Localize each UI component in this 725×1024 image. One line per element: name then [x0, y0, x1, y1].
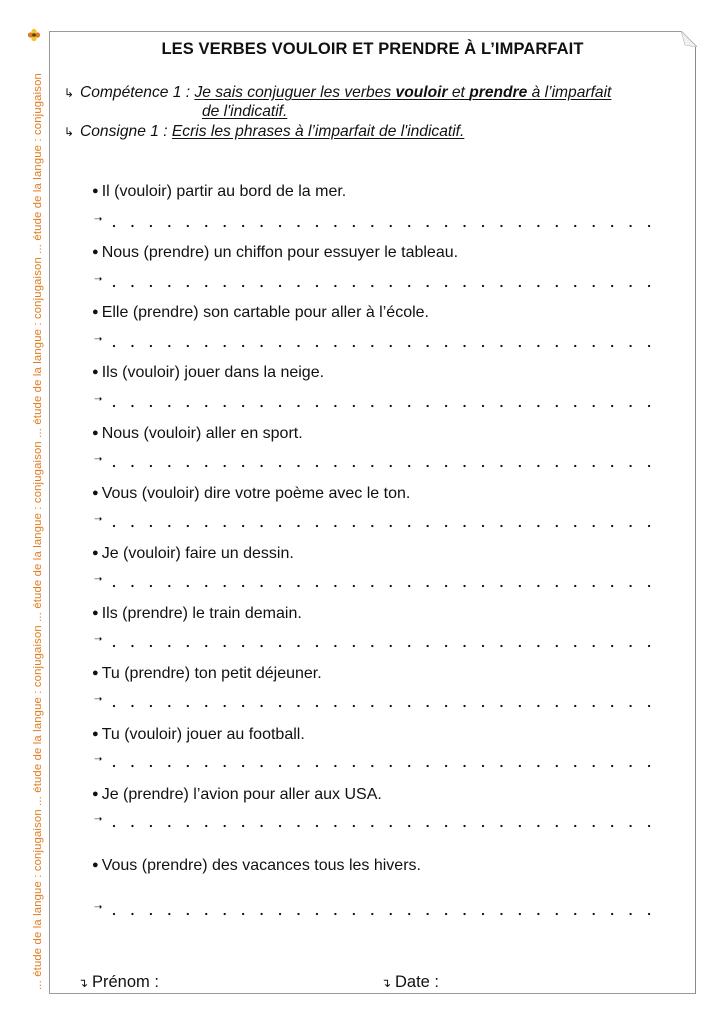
exercise-sentence — [92, 663, 322, 684]
dotted-arrow-icon: ➝ — [94, 754, 103, 765]
dotted-arrow-icon: ➝ — [94, 214, 103, 225]
bullet-icon: ● — [92, 427, 102, 439]
answer-line[interactable] — [94, 453, 654, 471]
arrow-down-return-icon: ↴ — [381, 976, 392, 990]
exercise-sentence — [92, 362, 324, 383]
bullet-icon: ● — [92, 667, 102, 679]
answer-line[interactable] — [94, 573, 654, 591]
sentence-text: Nous (vouloir) aller en sport. — [101, 425, 303, 442]
sentence-text: Tu (prendre) ton petit déjeuner. — [101, 665, 322, 682]
exercise-sentence — [92, 423, 303, 444]
arrow-return-icon: ↳ — [64, 125, 75, 139]
answer-line[interactable] — [94, 513, 654, 531]
dotted-writing-line — [112, 213, 652, 233]
answer-line[interactable] — [94, 333, 654, 351]
competence-line-2: de l'indicatif. — [202, 103, 288, 120]
bullet-icon: ● — [92, 366, 102, 378]
date-field[interactable] — [381, 972, 439, 993]
sentence-text: Elle (prendre) son cartable pour aller à l’école. — [101, 304, 429, 321]
dotted-writing-line — [112, 901, 652, 921]
dotted-writing-line — [112, 693, 652, 713]
exercise-sentence — [92, 784, 382, 805]
dotted-arrow-icon: ➝ — [94, 454, 103, 465]
sentence-text: Vous (prendre) des vacances tous les hivers. — [101, 857, 421, 874]
consigne-text: Ecris les phrases à l’imparfait de l'indicatif. — [171, 123, 465, 140]
bullet-icon: ● — [92, 547, 102, 559]
sentence-text: Ils (prendre) le train demain. — [101, 605, 302, 622]
exercise-sentence — [92, 855, 421, 876]
exercise-sentence — [92, 483, 410, 504]
answer-line[interactable] — [94, 693, 654, 711]
dotted-arrow-icon: ➝ — [94, 394, 103, 405]
dotted-arrow-icon: ➝ — [94, 814, 103, 825]
exercise-sentence — [92, 724, 305, 745]
dotted-writing-line — [112, 453, 652, 473]
bullet-icon: ● — [92, 306, 102, 318]
sentence-text: Ils (vouloir) jouer dans la neige. — [101, 364, 325, 381]
answer-line[interactable] — [94, 273, 654, 291]
sentence-text: Vous (vouloir) dire votre poème avec le ton. — [101, 485, 411, 502]
bullet-icon: ● — [92, 859, 102, 871]
exercise-sentence — [92, 242, 458, 263]
answer-line[interactable] — [94, 813, 654, 831]
bullet-icon: ● — [92, 246, 102, 258]
dotted-arrow-icon: ➝ — [94, 902, 103, 913]
dotted-writing-line — [112, 573, 652, 593]
arrow-return-icon: ↳ — [64, 86, 75, 100]
dotted-arrow-icon: ➝ — [94, 574, 103, 585]
dotted-arrow-icon: ➝ — [94, 634, 103, 645]
answer-line[interactable] — [94, 901, 654, 919]
competence-text: Je sais conjuguer les verbes vouloir et prendre à l’imparfait — [194, 84, 612, 101]
dotted-writing-line — [112, 513, 652, 533]
arrow-down-return-icon: ↴ — [78, 976, 89, 990]
competence-label: Compétence 1 : — [80, 84, 191, 101]
bullet-icon: ● — [92, 607, 102, 619]
bullet-icon: ● — [92, 788, 102, 800]
competence-line — [64, 83, 611, 103]
exercise-sentence — [92, 603, 302, 624]
side-band-label: ... étude de la langue : conjugaison ... étude de la langue : conjugaison ... étude de la langue : conjugaison ... étude de la langue : conjugaison ... étude de la langue : conjugaison — [32, 73, 44, 990]
dotted-writing-line — [112, 633, 652, 653]
dotted-writing-line — [112, 393, 652, 413]
dotted-writing-line — [112, 333, 652, 353]
consigne-label: Consigne 1 : — [80, 123, 168, 140]
dotted-writing-line — [112, 753, 652, 773]
bullet-icon: ● — [92, 185, 102, 197]
prenom-label: Prénom : — [92, 973, 159, 991]
exercise-sentence — [92, 181, 346, 202]
bullet-icon: ● — [92, 728, 102, 740]
worksheet-title: LES VERBES VOULOIR ET PRENDRE À L’IMPARFAIT — [161, 40, 584, 58]
bullet-icon: ● — [92, 487, 102, 499]
answer-line[interactable] — [94, 393, 654, 411]
answer-line[interactable] — [94, 753, 654, 771]
exercise-sentence — [92, 543, 294, 564]
dotted-writing-line — [112, 273, 652, 293]
dotted-arrow-icon: ➝ — [94, 514, 103, 525]
date-label: Date : — [395, 973, 440, 991]
sentence-text: Tu (vouloir) jouer au football. — [101, 726, 305, 743]
prenom-field[interactable] — [78, 972, 159, 993]
dotted-writing-line — [112, 813, 652, 833]
sentence-text: Nous (prendre) un chiffon pour essuyer le tableau. — [101, 244, 459, 261]
answer-line[interactable] — [94, 213, 654, 231]
dotted-arrow-icon: ➝ — [94, 274, 103, 285]
answer-line[interactable] — [94, 633, 654, 651]
dotted-arrow-icon: ➝ — [94, 334, 103, 345]
sentence-text: Il (vouloir) partir au bord de la mer. — [101, 183, 347, 200]
consigne-line — [64, 122, 464, 142]
sentence-text: Je (prendre) l’avion pour aller aux USA. — [101, 786, 382, 803]
dotted-arrow-icon: ➝ — [94, 694, 103, 705]
sentence-text: Je (vouloir) faire un dessin. — [101, 545, 294, 562]
exercise-sentence — [92, 302, 429, 323]
